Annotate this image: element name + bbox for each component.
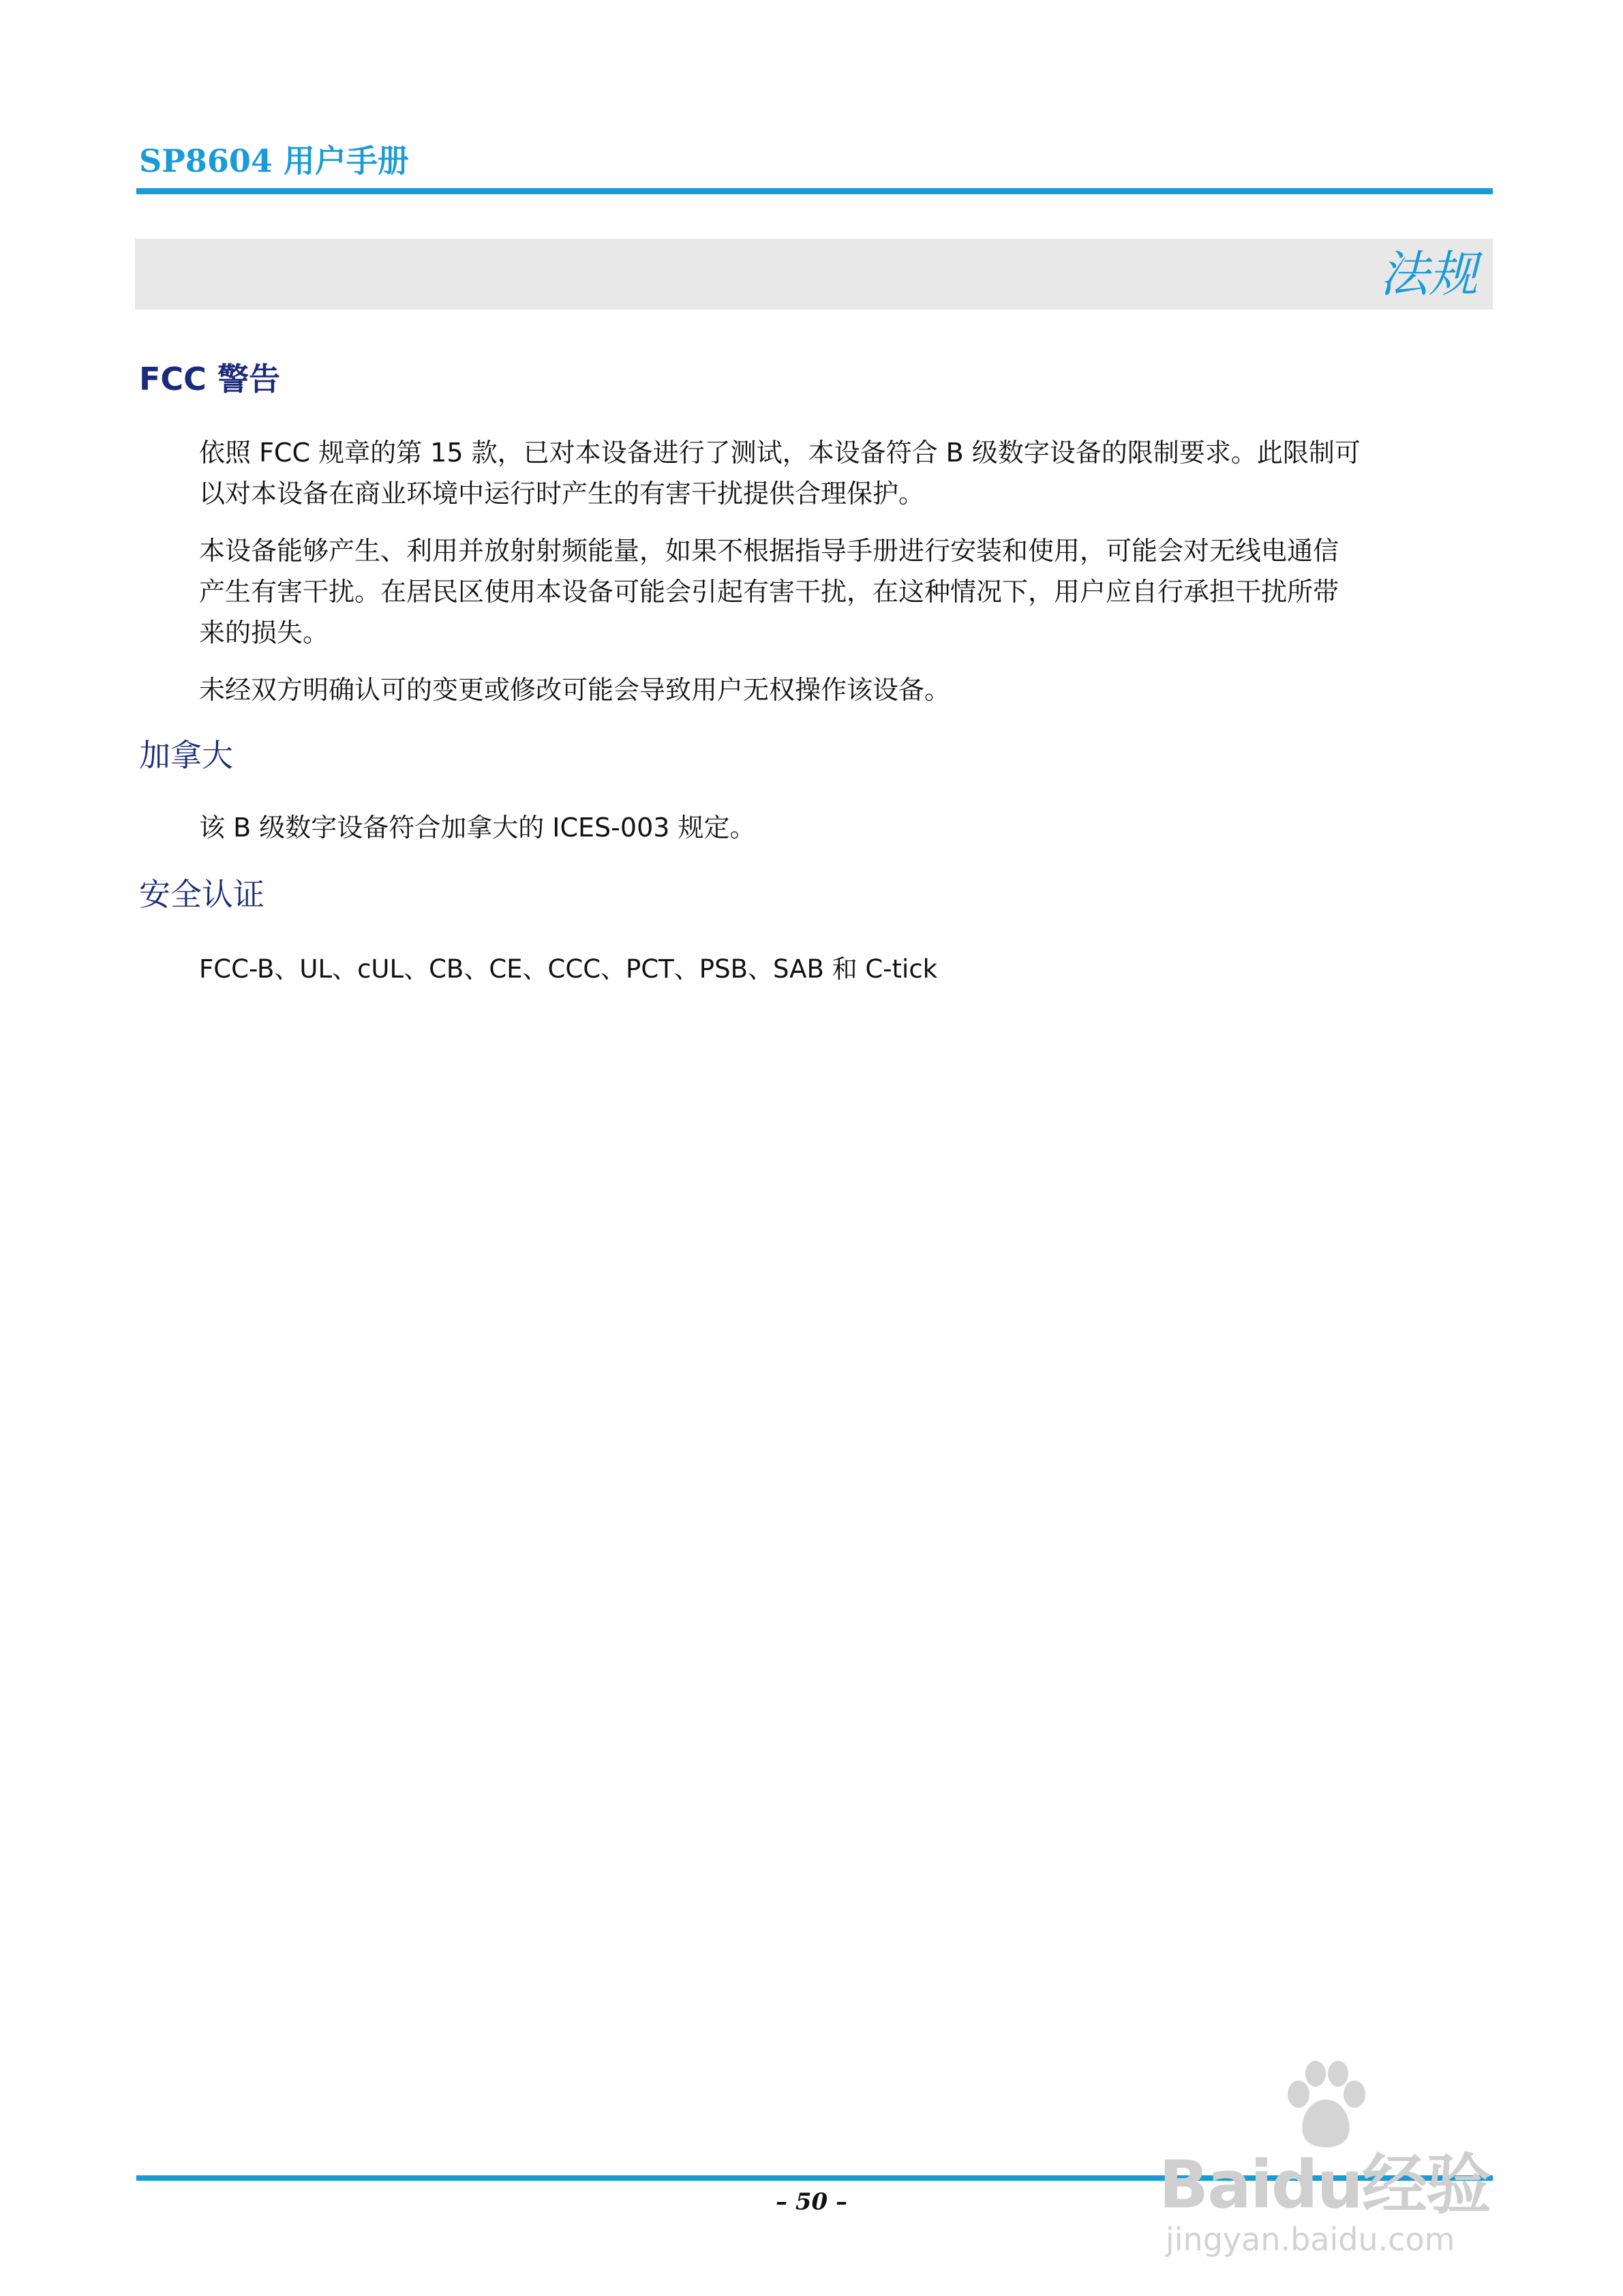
watermark-brand: Baidu经验 <box>1159 2147 1490 2223</box>
safety-certification-heading: 安全认证 <box>139 876 264 913</box>
header-divider <box>136 188 1493 194</box>
fcc-warning-heading: FCC 警告 <box>139 361 280 397</box>
text-line: 未经双方明确认可的变更或修改可能会导致用户无权操作该设备。 <box>199 675 951 705</box>
baidu-watermark <box>1159 2059 1541 2263</box>
fcc-paragraph-1 <box>199 432 1481 514</box>
page-number: – 50 – <box>776 2188 847 2216</box>
text-line: 本设备能够产生、利用并放射射频能量，如果不根据指导手册进行安装和使用，可能会对无线电通信 <box>199 536 1339 566</box>
canada-heading: 加拿大 <box>139 737 233 774</box>
safety-certification-list: FCC-B、UL、cUL、CB、CE、CCC、PCT、PSB、SAB 和 C-tick <box>199 954 938 984</box>
canada-paragraph: 该 B 级数字设备符合加拿大的 ICES-003 规定。 <box>199 813 756 843</box>
watermark-url: jingyan.baidu.com <box>1166 2221 1455 2258</box>
text-line: 依照 FCC 规章的第 15 款，已对本设备进行了测试，本设备符合 B 级数字设备的限制要求。此限制可 <box>199 438 1361 468</box>
text-line: 产生有害干扰。在居民区使用本设备可能会引起有害干扰，在这种情况下，用户应自行承担干扰所带 <box>199 577 1339 607</box>
fcc-paragraph-2 <box>199 530 1481 653</box>
text-line: 来的损失。 <box>199 618 329 648</box>
section-title: 法规 <box>1379 245 1478 303</box>
document-header-title: SP8604 用户手册 <box>139 142 409 179</box>
fcc-paragraph-3 <box>199 669 1481 710</box>
paw-print-icon <box>1278 2059 1374 2154</box>
section-title-band <box>135 239 1493 309</box>
text-line: 以对本设备在商业环境中运行时产生的有害干扰提供合理保护。 <box>199 479 925 509</box>
